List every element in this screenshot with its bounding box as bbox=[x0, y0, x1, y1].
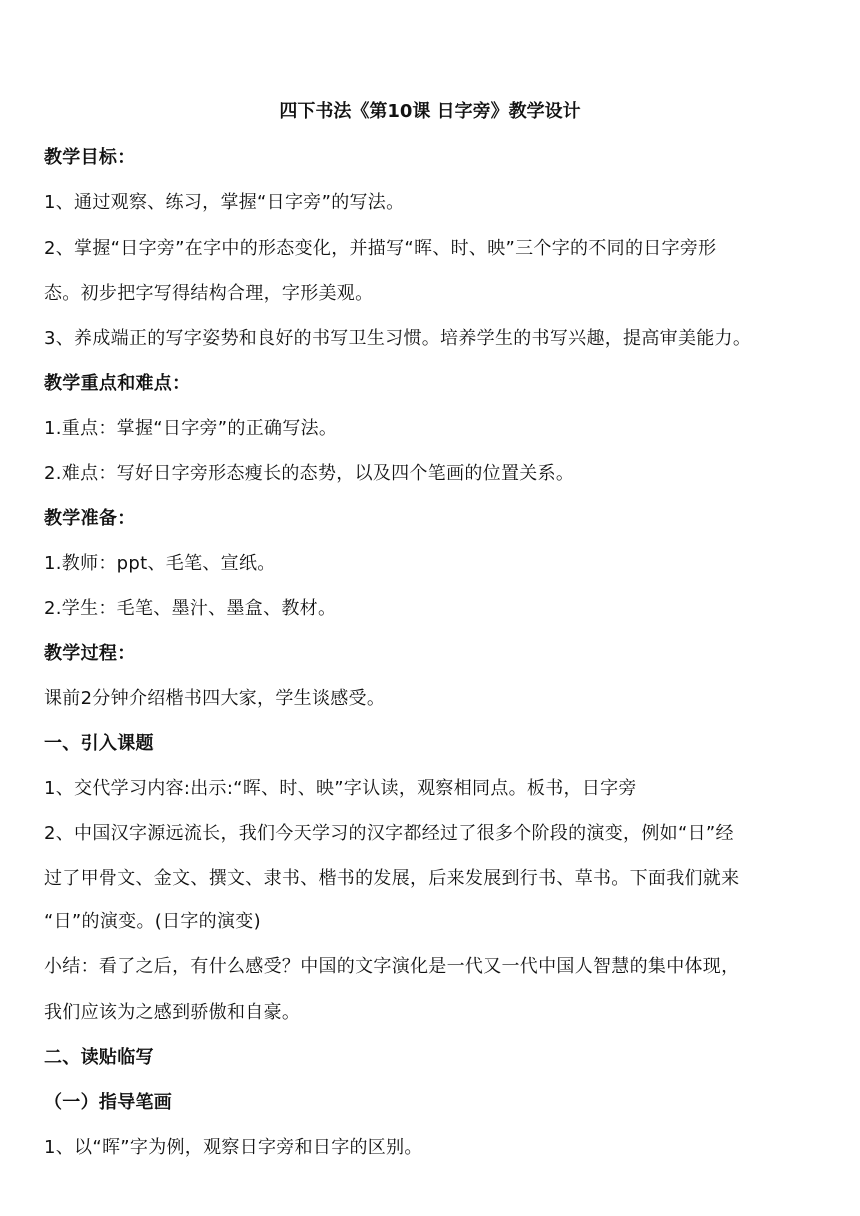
preparation-line: 2.学生：毛笔、墨汁、墨盒、教材。 bbox=[44, 598, 337, 619]
preparation-line: 1.教师：ppt、毛笔、宣纸。 bbox=[44, 553, 276, 574]
document-title: 四下书法《第10课 日字旁》教学设计 bbox=[279, 101, 581, 122]
objective-line: 2、掌握“日字旁”在字中的形态变化，并描写“晖、时、映”三个字的不同的日字旁形 bbox=[44, 238, 717, 259]
keypoint-line: 2.难点：写好日字旁形态瘦长的态势，以及四个笔画的位置关系。 bbox=[44, 463, 575, 484]
part1-line: 2、中国汉字源远流长，我们今天学习的汉字都经过了很多个阶段的演变，例如“日”经 bbox=[44, 823, 734, 844]
part2-line: 1、以“晖”字为例，观察日字旁和日字的区别。 bbox=[44, 1137, 423, 1158]
keypoints-heading: 教学重点和难点： bbox=[44, 373, 191, 394]
part1-heading: 一、引入课题 bbox=[44, 733, 154, 754]
summary-line: 我们应该为之感到骄傲和自豪。 bbox=[44, 1002, 301, 1023]
objective-line: 态。初步把字写得结构合理，字形美观。 bbox=[44, 283, 374, 304]
objective-line: 1、通过观察、练习，掌握“日字旁”的写法。 bbox=[44, 192, 405, 213]
process-heading: 教学过程： bbox=[44, 643, 136, 664]
keypoint-line: 1.重点：掌握“日字旁”的正确写法。 bbox=[44, 418, 338, 439]
process-intro: 课前2分钟介绍楷书四大家，学生谈感受。 bbox=[44, 688, 386, 709]
part1-line: 过了甲骨文、金文、撰文、隶书、楷书的发展，后来发展到行书、草书。下面我们就来 bbox=[44, 868, 740, 889]
objective-line: 3、养成端正的写字姿势和良好的书写卫生习惯。培养学生的书写兴趣，提高审美能力。 bbox=[44, 328, 752, 349]
part2-sub-heading: （一）指导笔画 bbox=[44, 1092, 173, 1113]
part1-line: “日”的演变。(日字的演变) bbox=[44, 911, 261, 932]
part1-line: 1、交代学习内容:出示:“晖、时、映”字认读，观察相同点。板书，日字旁 bbox=[44, 778, 637, 799]
summary-line: 小结：看了之后，有什么感受？中国的文字演化是一代又一代中国人智慧的集中体现， bbox=[44, 956, 740, 977]
part2-heading: 二、读贴临写 bbox=[44, 1047, 154, 1068]
preparation-heading: 教学准备： bbox=[44, 508, 136, 529]
objectives-heading: 教学目标： bbox=[44, 147, 136, 168]
